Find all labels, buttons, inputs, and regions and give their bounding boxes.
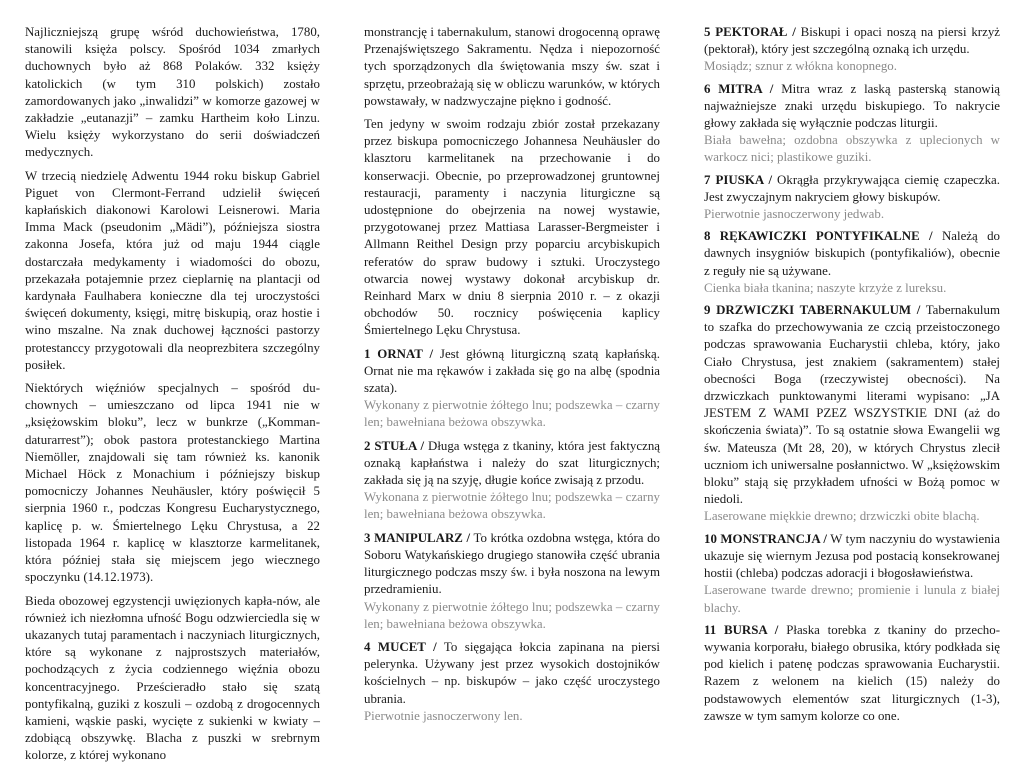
entry-description: To krótka ozdobna wstęga, która do Soboru Watykańskiego drugiego stanowiła część ubrania liturgicznego podczas mszy św. i była noszona na lewym przedramieniu. xyxy=(364,530,660,597)
entry-material-note: Laserowane twarde drewno; promienie i lunula z białej blachy. xyxy=(704,583,1000,615)
catalog-entry-mitra xyxy=(704,81,1000,167)
column-3 xyxy=(704,24,1000,730)
entry-title: 7 PIUSKA / xyxy=(704,172,773,187)
entry-description: Jest główną liturgiczną szatą kapłańską. Ornat nie ma rękawów i zakłada się go na albę (spodnia szata). xyxy=(364,346,660,396)
entry-title: 4 MUCET / xyxy=(364,639,437,654)
entry-title: 5 PEKTORAŁ / xyxy=(704,25,796,39)
entry-description: Należą do dawnych insygniów biskupich (pontyfikaliów), obecnie z reguły nie są używane. xyxy=(704,229,1000,278)
entry-title: 6 MITRA / xyxy=(704,81,774,96)
entry-description: To sięgająca łokcia zapinana na piersi pelerynka. Używany jest przez wysokich dostojników kościelnych – np. biskupów – jako część uroczystego ubrania. xyxy=(364,639,660,706)
catalog-entry-ornat xyxy=(364,346,660,432)
entry-title: 11 BURSA / xyxy=(704,622,779,637)
entry-title: 2 STUŁA / xyxy=(364,438,425,453)
entry-description: Okrągła przykrywająca ciemię czapeczka. Jest zwyczajnym nakryciem głowy biskupów. xyxy=(704,172,1000,204)
entry-description: Tabernakulum to szafka do przechowywania ze czcią przeistoczonego podczas sprawowania Eucharystii chleba, który, jako Ciało Chrystusa, jest znakiem (sakramentem) stałej obecności Boga (rzeczywistej obecności). Na drzwiczkach punktowanymi literami wypisano: „JA JESTEM Z WAMI PZEZ WSZYSTKIE DNI (aż do skończenia świata)”. To są ostatnie słowa Ewangelii wg św. Mateusza (Mt 28, 20), w których Chrystus zlecił uczniom ich uniwersalne posłannictwo. W „księżowskim bloku” stają się przykładem ufności w Bożą pomoc w niedoli. xyxy=(704,303,1000,507)
paragraph: Niektórych więźniów specjalnych – spośród duchownych – umieszczano od lipca 1941 nie w „księżowskim bloku”, lecz w bunkrze („Kommandaturarrest”); obok pastora protestanckiego Martina Niemöller, znajdowali się tam również ks. kanonik Michael Höck z Monachium i późniejszy biskup pomocniczy Johannes Neuhäusler, który poświęcił 5 sierpnia 1960 r., podczas Kongresu Eucharystycznego, kaplicę p. w. Śmiertelnego Lęku Chrystusa, a 22 listopada 1964 r. kaplicę w klasztorze karmelitanek, która później stała się miejscem jego wiecznego spoczynku (14.12.1973). xyxy=(25,381,320,585)
entry-title: 8 RĘKAWICZKI PONTYFIKALNE / xyxy=(704,229,933,244)
entry-title: 10 MONSTRANCJA / xyxy=(704,531,827,546)
entry-material-note: Biała bawełna; ozdobna obszywka z uplecionych w warkocz nici; plastikowe guziki. xyxy=(704,133,1000,165)
column-1 xyxy=(25,24,320,771)
catalog-entry-stula xyxy=(364,438,660,524)
entry-material-note: Wykonana z pierwotnie żółtego lnu; podszewka – czarny len; bawełniana beżowa obszywka. xyxy=(364,490,660,522)
catalog-entry-piuska xyxy=(704,172,1000,224)
catalog-entry-pektoral xyxy=(704,24,1000,76)
entry-description: W tym naczyniu do wystawienia ukazuje się wiernym Jezusa pod postacią konsekrowanej hostii (chleba) podczas adoracji i błogosławieństwa. xyxy=(704,531,1000,581)
entry-material-note: Wykonany z pierwotnie żółtego lnu; podszewka – czarny len; bawełniana beżowa obszywka. xyxy=(364,398,660,430)
entry-material-note: Mosiądz; sznur z włókna konopnego. xyxy=(704,59,897,74)
entry-description: Długa wstęga z tkaniny, która jest faktyczną oznaką kapłaństwa i należy do szat liturgicznych; zakłada się ją na szyję, długie końce zwisają z przodu. xyxy=(364,438,660,488)
catalog-entry-mucet xyxy=(364,639,660,725)
entry-material-note: Wykonany z pierwotnie żółtego lnu; podszewka – czarny len; bawełniana beżowa obszywka. xyxy=(364,599,660,631)
catalog-entry-drzwiczki xyxy=(704,302,1000,526)
paragraph: Bieda obozowej egzystencji uwięzionych kapła-nów, ale również ich niezłomna ufność Bogu odzwierciedla się w ukazanych tutaj paramentach i naczyniach liturgicznych, które są wykonane z najprostszych materiałów, pochodzących z życia codziennego więźnia obozu koncentracyjnego. Prześcieradło stało się szatą pontyfikalną, guziki z koszuli – ozdobą z drogocennych kamieni, wąskie paski, wycięte z sukienki w kwiaty – zdobiącą obszywkę. Blacha z puszki w srebrnym kolorze, z której wykonano xyxy=(25,593,320,763)
paragraph: W trzecią niedzielę Adwentu 1944 roku biskup Gabriel Piguet von Clermont-Ferrand udzielił święceń kapłańskich diakonowi Karolowi Leisnerowi. Maria Imma Mack (pseudonim „Mädi”), późniejsza siostra zakonna Josefa, która już od maju 1944 ciągle dostarczała medykamenty i wiadomości do obozu, przekazała potajemnie przez cieplarnię na plantacji od kardynała Faulhabera konieczne dla tej uroczystości święceń dokumenty, księgi, mitrę biskupią, oraz hostie i wino mszalne. Na znak duchowej łączności pastorzy protestanccy przygotowali dla neoprezbitera szczególny posiłek. xyxy=(25,168,320,372)
catalog-entry-monstrancja xyxy=(704,531,1000,617)
entry-title: 9 DRZWICZKI TABERNAKULUM / xyxy=(704,303,921,318)
entry-material-note: Laserowane miękkie drewno; drzwiczki obite blachą. xyxy=(704,509,980,524)
entry-title: 1 ORNAT / xyxy=(364,346,434,361)
catalog-entry-bursa xyxy=(704,622,1000,725)
entry-material-note: Cienka biała tkanina; naszyte krzyże z lureksu. xyxy=(704,280,947,295)
catalog-entry-manipularz xyxy=(364,530,660,633)
paragraph: Najliczniejszą grupę wśród duchowieństwa, 1780, stanowili księża polscy. Spośród 1034 zmarłych duchownych było aż 868 Polaków. 332 księży katolickich (w tym 310 polskich) zostało zamordowanych jako „inwalidzi” w komorze gazowej w zakładzie „eutanazji” – zamku Hartheim koło Linzu. Wielu księży wykorzystano do serii doświadczeń medycznych. xyxy=(25,25,320,160)
entry-description: Mitra wraz z laską pasterską stanowią najważniejsze znaki urzędu biskupiego. To nakrycie głowy zakłada się wyłącznie podczas liturgii. xyxy=(704,81,1000,131)
entry-description: Biskupi i opaci noszą na piersi krzyż (pektorał), który jest szczególną oznaką ich urzędu. xyxy=(704,25,1000,57)
entry-material-note: Pierwotnie jasnoczerwony jedwab. xyxy=(704,207,885,222)
paragraph: monstrancję i tabernakulum, stanowi drogocenną oprawę Przenajświętszego Sakramentu. Nędza i niepozorność tych sporządzonych dla świętowania mszy św. szat i sprzętu, przeobrażają się w obliczu warunków, w których powstawały, w nadzwyczajne piękno i godność. xyxy=(364,25,660,108)
entry-description: Płaska torebka z tkaniny do przechowywania korporału, białego obrusika, który podkłada się pod kielich i patenę podczas sprawowania Eucharystii. Razem z welonem na kielich (15) należy do podstawowych elementów szat liturgicznych (1-3), zawsze w tym samym kolorze co one. xyxy=(704,622,1000,723)
catalog-entry-rekawiczki xyxy=(704,228,1000,297)
entry-title: 3 MANIPULARZ / xyxy=(364,530,471,545)
column-2 xyxy=(364,24,660,731)
entry-material-note: Pierwotnie jasnoczerwony len. xyxy=(364,708,523,723)
paragraph: Ten jedyny w swoim rodzaju zbiór został przekazany przez biskupa pomocniczego Johannesa Neuhäusler do klasztoru karmelitanek na przechowanie i do konserwacji. Obecnie, po przeprowadzonej gruntownej restauracji, paramenty i naczynia liturgiczne są udostępnione do obejrzenia na nowej wystawie, przygotowanej przez Mattiasa Larasser-Bergmeister i Allmann Reithel Design przy poparciu arcybiskupich referatów do spraw budowy i sztuki. Uroczystego otwarcia nowej wystawy dokonał arcybiskup dr. Reinhard Marx w dniu 8 sierpnia 2010 r. – z okazji obchodów 50. rocznicy poświęcenia kaplicy Śmiertelnego Lęku Chrystusa. xyxy=(364,117,660,338)
